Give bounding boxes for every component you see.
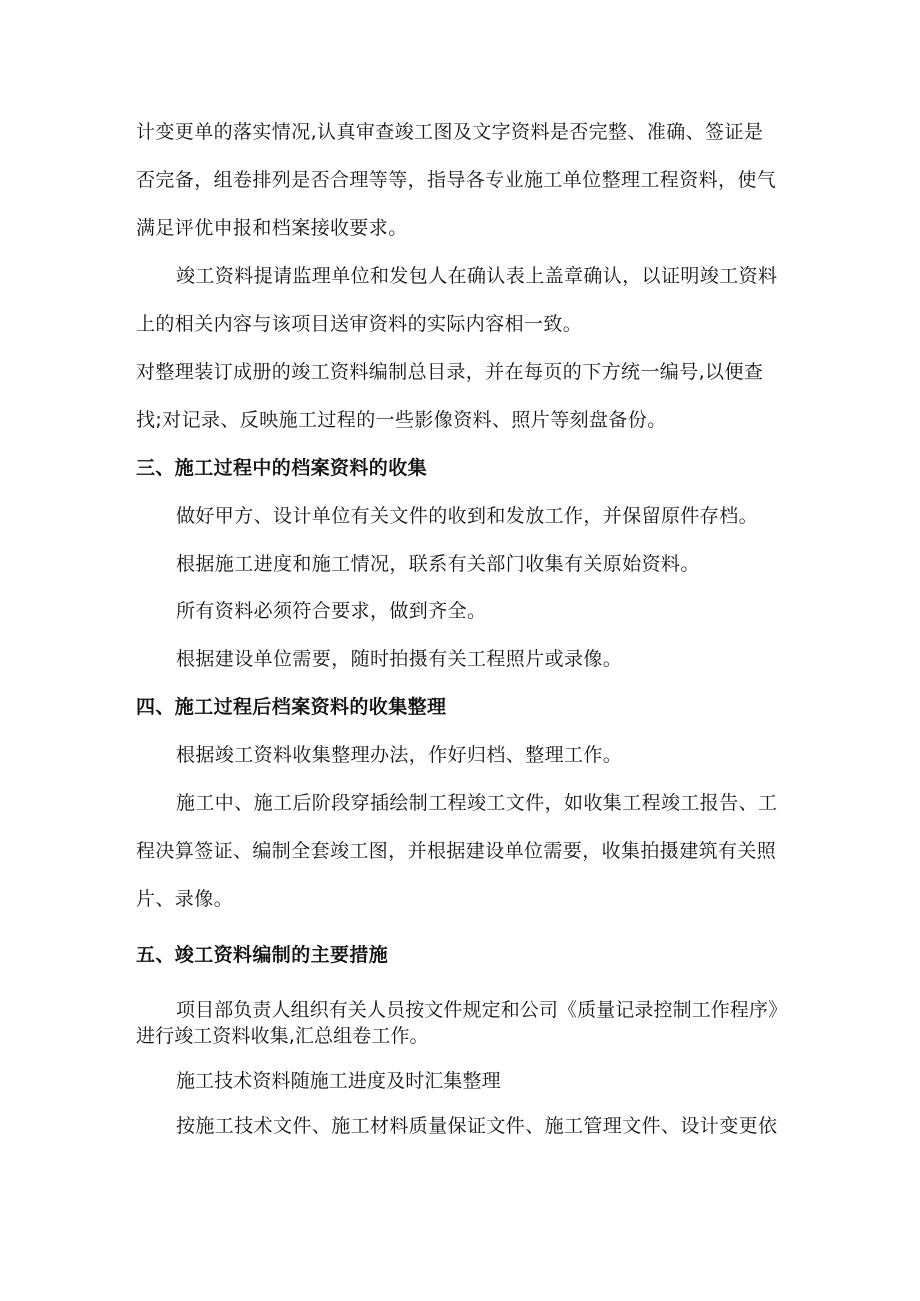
paragraph-line: 上的相关内容与该项目送审资料的实际内容相一致。 xyxy=(136,313,583,335)
paragraph-line: 做好甲方、设计单位有关文件的收到和发放工作，并保留原件存档。 xyxy=(176,505,759,527)
paragraph-line: 根据竣工资料收集整理办法，作好归档、整理工作。 xyxy=(176,744,623,766)
paragraph-line: 否完备，组卷排列是否合理等等，指导各专业施工单位整理工程资料，使气 xyxy=(136,169,777,191)
paragraph-line: 施工技术资料随施工进度及时汇集整理 xyxy=(176,1070,501,1092)
paragraph-line: 所有资料必须符合要求，做到齐全。 xyxy=(176,600,487,622)
paragraph-line: 按施工技术文件、施工材料质量保证文件、施工管理文件、设计变更依 xyxy=(176,1115,778,1137)
paragraph-line: 程决算签证、编制全套竣工图，并根据建设单位需要，收集拍摄建筑有关照 xyxy=(136,840,777,862)
section-heading-4: 四、施工过程后档案资料的收集整理 xyxy=(136,696,447,718)
paragraph-line: 找;对记录、反映施工过程的一些影像资料、照片等刻盘备份。 xyxy=(136,409,667,431)
paragraph-line: 根据建设单位需要，随时拍摄有关工程照片或录像。 xyxy=(176,648,623,670)
paragraph-line: 对整理装订成册的竣工资料编制总目录，并在每页的下方统一编号,以便查 xyxy=(136,361,764,383)
paragraph-line: 竣工资料提请监理单位和发包人在确认表上盖章确认，以证明竣工资料 xyxy=(176,265,778,287)
paragraph-line: 满足评优申报和档案接收要求。 xyxy=(136,217,408,239)
section-heading-5: 五、竣工资料编制的主要措施 xyxy=(136,944,389,966)
paragraph-line: 施工中、施工后阶段穿插绘制工程竣工文件，如收集工程竣工报告、工 xyxy=(176,792,778,814)
paragraph-line: 进行竣工资料收集,汇总组卷工作。 xyxy=(136,1025,429,1047)
paragraph-line: 根据施工进度和施工情况，联系有关部门收集有关原始资料。 xyxy=(176,553,700,575)
paragraph-line: 片、录像。 xyxy=(136,888,234,910)
section-heading-3: 三、施工过程中的档案资料的收集 xyxy=(136,457,428,479)
paragraph-line: 计变更单的落实情况,认真审查竣工图及文字资料是否完整、准确、签证是 xyxy=(136,121,764,143)
paragraph-line: 项目部负责人组织有关人员按文件规定和公司《质量记录控制工作程序》 xyxy=(176,999,788,1021)
